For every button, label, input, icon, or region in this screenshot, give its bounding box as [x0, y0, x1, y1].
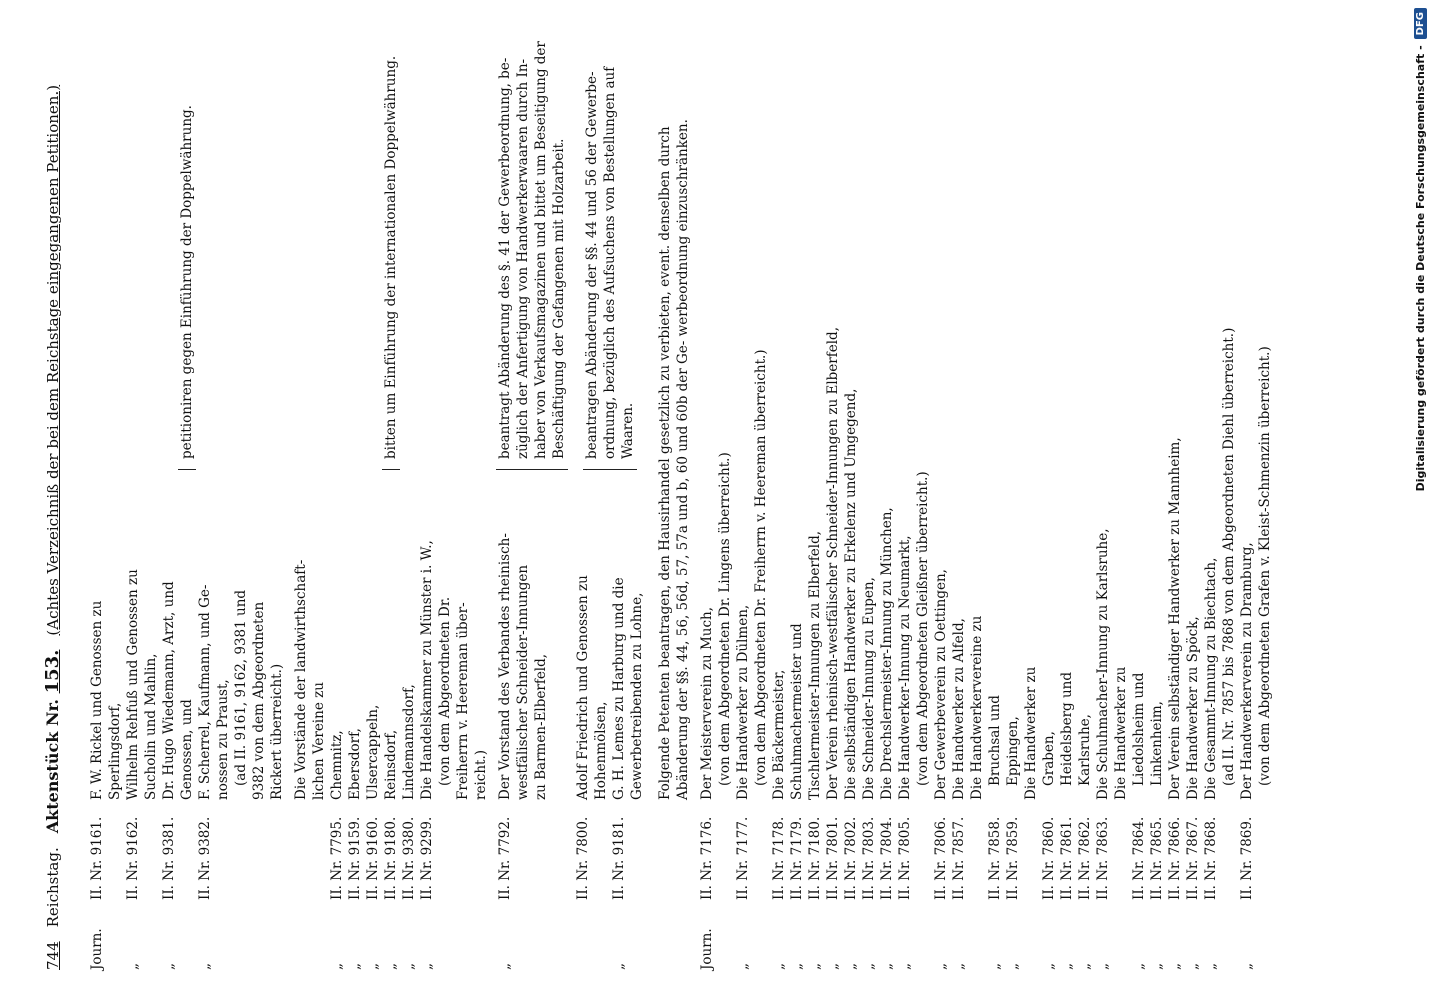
- journal-ref: „: [1149, 963, 1165, 970]
- petition-description: bitten um Einführung der internationalen Doppelwährung.: [382, 30, 400, 470]
- journal-ref: Journ.: [89, 928, 105, 970]
- petitioner-line: Adolf Friedrich und Genossen zu: [575, 575, 591, 800]
- petition-number: II. Nr. 7792.: [497, 816, 513, 900]
- petition-group: [496, 30, 568, 970]
- petitioner: Der Handwerkerverein zu Dramburg,: [1239, 542, 1255, 800]
- petition-number: II. Nr. 7866.: [1167, 816, 1183, 900]
- petitioner-line: Dr. Hugo Wiedemann, Arzt, und: [161, 581, 177, 800]
- petitioner: Eppingen,: [1005, 716, 1021, 786]
- petitioner: Die Schuhmacher-Innung zu Karlsruhe,: [1095, 528, 1111, 800]
- petition-number: II. Nr. 7806.: [933, 816, 949, 900]
- petition-number: II. Nr. 7867.: [1185, 816, 1201, 900]
- journal-ref: [292, 900, 328, 970]
- page-number: 744: [44, 941, 62, 970]
- journal-ref: „: [825, 963, 841, 970]
- petitioner: Schuhmachermeister und: [789, 623, 805, 800]
- journal-ref: „: [1185, 963, 1201, 970]
- petitioner-line: G. H. Lemes zu Harburg und die: [611, 577, 627, 800]
- petitioner-line: westfälischer Schneider-Innungen: [515, 564, 531, 800]
- journal-ref: [574, 900, 610, 970]
- petition-number: [1022, 800, 1040, 900]
- petitioner: Die Handwerkervereine zu: [969, 615, 985, 800]
- journal-ref: „: [161, 963, 177, 970]
- journal-ref: Journ.: [699, 928, 715, 970]
- dfg-credit: [1408, 0, 1432, 1000]
- petition-number: II. Nr. 7857.: [951, 816, 967, 900]
- petition-number: [968, 800, 986, 900]
- petitioner: Der Verein rheinisch-westfälischer Schneider-Innungen zu Elberfeld,: [825, 327, 841, 800]
- petitioner: Die Drechslermeister-Innung zu München,: [879, 507, 895, 800]
- petition-number: II. Nr. 9381.: [161, 816, 177, 900]
- petition-number: II. Nr. 7859.: [1005, 816, 1021, 900]
- petition-group: [574, 30, 646, 970]
- header-subtitle: (Achtes Verzeichniß der bei dem Reichstage eingegangenen Petitionen.): [44, 84, 62, 636]
- journal-ref: „: [843, 963, 859, 970]
- petition-group: [292, 30, 490, 970]
- journal-ref: „: [861, 963, 877, 970]
- petition-number: II. Nr. 9160.: [365, 816, 381, 900]
- petitioner: [610, 470, 646, 800]
- journal-ref: „: [347, 963, 363, 970]
- journal-ref: „: [807, 963, 823, 970]
- journal-ref: „: [987, 963, 1003, 970]
- journal-ref: „: [771, 963, 787, 970]
- petitioner: [574, 470, 610, 800]
- header-document: [44, 650, 62, 834]
- header-document-label: Aktenstück Nr.: [43, 698, 62, 834]
- petitioner: (von dem Abgeordneten Dr. Freiherrn v. Heereman überreicht.): [753, 349, 769, 786]
- petition-number: [716, 800, 734, 900]
- journal-ref: „: [1203, 963, 1219, 970]
- petitioner: Die Gesammt-Innung zu Biechtach,: [1203, 557, 1219, 800]
- petitioner: [346, 470, 364, 800]
- petition-number: II. Nr. 7803.: [861, 816, 877, 900]
- petitioner-line: Reinsdorf,: [383, 729, 399, 800]
- petitioner: (von dem Abgeordneten Gleißner überreicht.): [915, 471, 931, 786]
- petitioner-line: Sperlingsdorf,: [107, 702, 123, 800]
- petitioner-line: F. W. Rickel und Genossen zu: [89, 600, 105, 800]
- petition-number: [752, 800, 770, 900]
- petitioner-line: Die Handelskammer zu Münster i. W.,: [419, 540, 435, 800]
- petition-number: II. Nr. 7865.: [1149, 816, 1165, 900]
- petition-number: II. Nr. 7860.: [1041, 816, 1057, 900]
- petitioner-line: 9382 von dem Abgeordneten: [251, 601, 267, 800]
- header-document-number: 153.: [42, 649, 63, 694]
- petitioner: [418, 470, 490, 800]
- petition-number: II. Nr. 7180.: [807, 816, 823, 900]
- petition-number: II. Nr. 7869.: [1239, 816, 1255, 900]
- petitioner-line: Rickert überreicht.): [269, 663, 285, 800]
- petition-number: II. Nr. 7801.: [825, 816, 841, 900]
- petitioner: Graben,: [1041, 731, 1057, 786]
- petitioner-line: Hohenmölsen,: [593, 701, 609, 800]
- petitioner: (von dem Abgeordneten Grafen v. Kleist-Schmenzin überreicht.): [1257, 346, 1273, 786]
- petitioner: Die Handwerker zu: [1023, 666, 1039, 800]
- journal-ref: „: [933, 963, 949, 970]
- hausirhandel-petitions: [698, 30, 1274, 970]
- petitioner: [196, 470, 286, 800]
- petitioner: Bruchsal und: [987, 695, 1003, 786]
- journal-ref: [1256, 900, 1274, 970]
- petition-description: beantragt Abänderung des §. 41 der Gewerbeordnung, be- züglich der Anfertigung von Handwerkerwaaren durch In- haber von Verkaufsmagazinen und bittet um Beseitigung der Beschäftigung der Gefangenen mit Holzarbeit.: [496, 30, 568, 470]
- petitioner: [382, 470, 400, 800]
- petition-number: II. Nr. 7795.: [329, 816, 345, 900]
- petition-number: II. Nr. 7805.: [897, 816, 913, 900]
- journal-ref: „: [611, 963, 627, 970]
- petition-number: II. Nr. 9382.: [197, 816, 213, 900]
- dfg-logo: DFG: [1414, 8, 1427, 39]
- journal-ref: „: [951, 963, 967, 970]
- petitioner-line: Gewerbetreibenden zu Lohne,: [629, 592, 645, 800]
- journal-ref: „: [497, 963, 513, 970]
- journal-ref: „: [419, 963, 435, 970]
- petition-number: II. Nr. 9299.: [419, 816, 435, 900]
- journal-ref: „: [1059, 963, 1075, 970]
- petitioner-line: nossen zu Praust,: [215, 679, 231, 800]
- petition-number: II. Nr. 9159.: [347, 816, 363, 900]
- petitioner: Die Handwerker zu Alfeld,: [951, 618, 967, 800]
- journal-ref: „: [125, 963, 141, 970]
- petition-number: II. Nr. 7177.: [735, 816, 751, 900]
- petitioner-line: Die Vorstände der landwirthschaft-: [293, 559, 309, 800]
- petition-number: II. Nr. 7862.: [1077, 816, 1093, 900]
- journal-ref: [1112, 900, 1130, 970]
- journal-ref: [752, 900, 770, 970]
- journal-ref: [914, 900, 932, 970]
- petitioner-line: (von dem Abgeordneten Dr.: [437, 596, 453, 786]
- petitioner: Tischlermeister-Innungen zu Elberfeld,: [807, 530, 823, 800]
- journal-ref: [1022, 900, 1040, 970]
- journal-ref: „: [1095, 963, 1111, 970]
- petitioner: [124, 470, 160, 800]
- petition-description: petitioniren gegen Einführung der Doppelwährung.: [178, 30, 196, 470]
- journal-ref: „: [401, 963, 417, 970]
- petitioner-line: Freiherrn v. Heereman über-: [455, 602, 471, 800]
- journal-ref: „: [197, 963, 213, 970]
- petitioner: Die selbständigen Handwerker zu Erkelenz und Umgegend,: [843, 388, 859, 800]
- petitioner-line: Genossen, und: [179, 699, 195, 800]
- petition-number: II. Nr. 7863.: [1095, 816, 1111, 900]
- journal-ref: „: [897, 963, 913, 970]
- petitioner-line: Ebersdorf,: [347, 728, 363, 800]
- header-title: Reichstag.: [44, 847, 62, 928]
- hausirhandel-intro: Folgende Petenten beantragen, den Hausirhandel gesetzlich zu verbieten, event. denselben durch Abänderung der §§. 44, 56, 56d, 57, 57a und b, 60 und 60b der Ge- werbeordnung einzuschränken.: [657, 119, 691, 800]
- petition-number: II. Nr. 7800.: [575, 816, 591, 900]
- journal-ref: „: [1005, 963, 1021, 970]
- petitioner: Die Handwerker zu Dülmen,: [735, 604, 751, 800]
- petitioner: Heidelsberg und: [1059, 671, 1075, 786]
- petition-number: II. Nr. 7802.: [843, 816, 859, 900]
- journal-ref: „: [1077, 963, 1093, 970]
- petitioner: [496, 470, 568, 800]
- petitioner: [328, 470, 346, 800]
- journal-ref: „: [383, 963, 399, 970]
- journal-ref: „: [789, 963, 805, 970]
- petitioner-line: Lindemannsdorf,: [401, 684, 417, 800]
- petitioner-line: Sucholin und Mahlin,: [143, 653, 159, 800]
- petition-number: II. Nr. 7861.: [1059, 816, 1075, 900]
- petitioner-line: Der Vorstand des Verbandes rheinisch-: [497, 533, 513, 800]
- page-header: [44, 30, 74, 970]
- journal-ref: [968, 900, 986, 970]
- petitioner: Der Meisterverein zu Much,: [699, 606, 715, 800]
- petition-number: II. Nr. 7864.: [1131, 816, 1147, 900]
- journal-ref: [1220, 900, 1238, 970]
- journal-ref: „: [1041, 963, 1057, 970]
- petitioner-line: (ad II. 9161, 9162, 9381 und: [233, 589, 249, 786]
- petitioner: Karlsruhe,: [1077, 714, 1093, 786]
- petitioner: [400, 470, 418, 800]
- petitioner: Die Handwerker zu: [1113, 666, 1129, 800]
- petitioner: (von dem Abgeordneten Dr. Lingens überreicht.): [717, 452, 733, 786]
- petitioner: Die Handwerker zu Spöck,: [1185, 616, 1201, 800]
- petitioner-line: Chemnitz,: [329, 730, 345, 800]
- petitioner-line: Wilhelm Rehfuß und Genossen zu: [125, 569, 141, 800]
- petition-number: II. Nr. 7179.: [789, 816, 805, 900]
- petitioner-line: Ulsercappeln,: [365, 704, 381, 800]
- petition-number: II. Nr. 9161.: [89, 816, 105, 900]
- petition-number: [292, 800, 328, 900]
- petition-blocks: [88, 30, 646, 970]
- petition-number: II. Nr. 9162.: [125, 816, 141, 900]
- petition-number: II. Nr. 9181.: [611, 816, 627, 900]
- petitioner: Die Handwerker-Innung zu Neumarkt,: [897, 535, 913, 800]
- petitioner: Die Bäckermeister,: [771, 669, 787, 800]
- petitioner: [364, 470, 382, 800]
- petition-number: [1112, 800, 1130, 900]
- journal-ref: [716, 900, 734, 970]
- journal-ref: „: [1167, 963, 1183, 970]
- petitioner-line: lichen Vereine zu: [311, 682, 327, 800]
- journal-ref: „: [879, 963, 895, 970]
- petition-number: II. Nr. 7858.: [987, 816, 1003, 900]
- petitioner-line: zu Barmen-Elberfeld,: [533, 653, 549, 800]
- petition-list: [698, 30, 1274, 970]
- petition-group: [88, 30, 286, 970]
- petitioner: Der Verein selbständiger Handwerker zu Mannheim,: [1167, 437, 1183, 800]
- petition-number: II. Nr. 7178.: [771, 816, 787, 900]
- petitioner: Linkenheim,: [1149, 701, 1165, 786]
- petition-number: II. Nr. 9180.: [383, 816, 399, 900]
- petitioner: [160, 470, 196, 800]
- petition-number: II. Nr. 7868.: [1203, 816, 1219, 900]
- petitioner-line: reicht.): [473, 750, 489, 800]
- dfg-sidebar: [1408, 0, 1432, 1000]
- dfg-credit-text: Digitalisierung gefördert durch die Deutsche Forschungsgemeinschaft -: [1413, 45, 1427, 492]
- petitioner: (ad II. Nr. 7857 bis 7868 von dem Abgeordneten Diehl überreicht.): [1221, 327, 1237, 786]
- petitioner: [88, 470, 124, 800]
- petitioner: Der Gewerbeverein zu Oettingen,: [933, 569, 949, 800]
- petition-number: II. Nr. 7176.: [699, 816, 715, 900]
- journal-ref: „: [1131, 963, 1147, 970]
- petition-number: [914, 800, 932, 900]
- petition-description: beantragen Abänderung der §§. 44 und 56 der Gewerbe- ordnung, bezüglich des Aufsuchens von Bestellungen auf Waaren.: [583, 30, 637, 470]
- petitioner: Liedolsheim und: [1131, 672, 1147, 786]
- petitioner: Die Schneider-Innung zu Eupen,: [861, 577, 877, 800]
- journal-ref: „: [329, 963, 345, 970]
- petitioner-line: F. Scherrel, Kaufmann, und Ge-: [197, 584, 213, 800]
- journal-ref: „: [365, 963, 381, 970]
- petition-number: II. Nr. 7804.: [879, 816, 895, 900]
- journal-ref: „: [1239, 963, 1255, 970]
- petitioner: [292, 470, 328, 800]
- journal-ref: „: [735, 963, 751, 970]
- petition-number: [1256, 800, 1274, 900]
- petition-number: II. Nr. 9380.: [401, 816, 417, 900]
- petition-number: [1220, 800, 1238, 900]
